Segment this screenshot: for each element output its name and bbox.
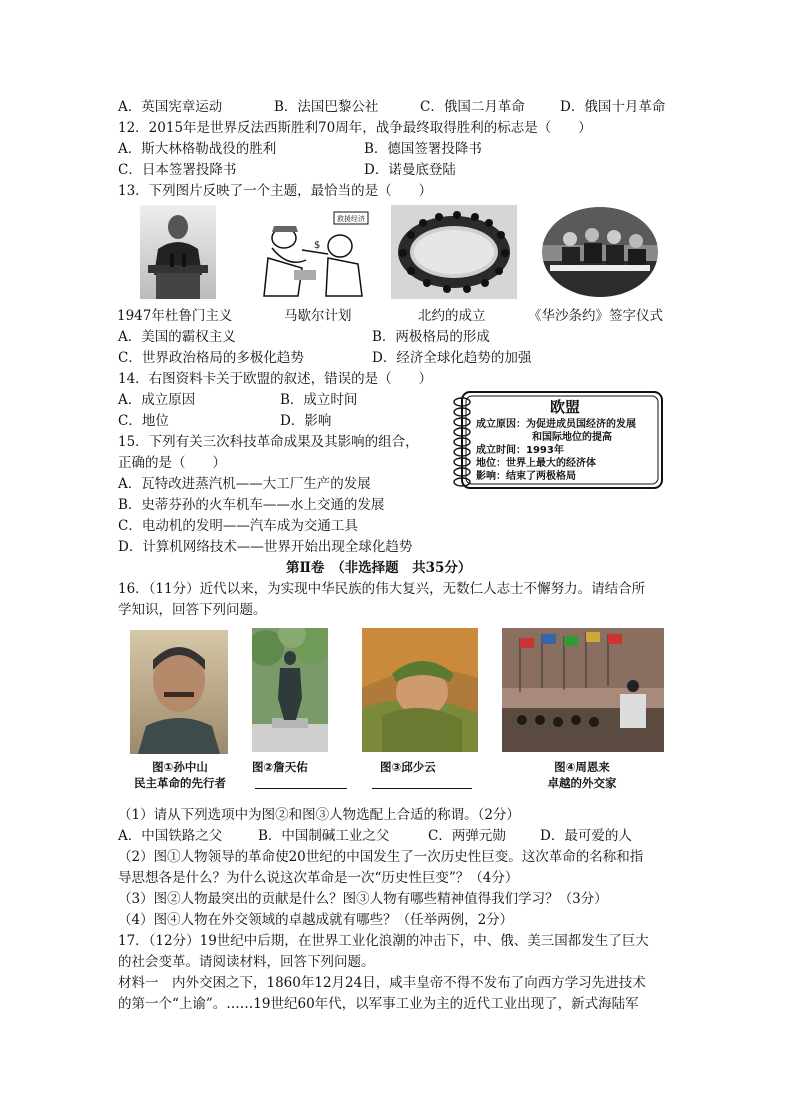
q17-stem-line2: 的社会变革。请阅读材料，回答下列问题。 — [118, 954, 375, 970]
fig4-caption-line1: 图④周恩来 — [554, 760, 610, 774]
q16-sub1: （1）请从下列选项中为图②和图③人物选配上合适的称谓。（2分） — [118, 807, 520, 823]
q14-option-b: B．成立时间 — [280, 392, 358, 408]
qiu-shaoyun-painting — [362, 628, 478, 752]
eu-card-line2: 和国际地位的提高 — [532, 432, 612, 443]
q16-sub1-option-c: C．两弹元勋 — [428, 828, 506, 844]
q16-stem-line1: 16．（11分）近代以来，为实现中华民族的伟大复兴，无数仁人志士不懈努力。请结合所 — [118, 581, 646, 597]
truman-doctrine-photo — [140, 205, 216, 299]
q17-material1-line2: 的第一个“上谕”。……19世纪60年代，以军事工业为主的近代工业出现了，新式海陆军 — [118, 996, 639, 1012]
svg-text:$: $ — [314, 240, 321, 251]
q16-sub3: （3）图②人物最突出的贡献是什么？图③人物有哪些精神值得我们学习？（3分） — [118, 891, 608, 907]
marshall-plan-cartoon — [258, 208, 372, 298]
q16-sub1-option-b: B．中国制碱工业之父 — [258, 828, 390, 844]
q13-caption-3: 北约的成立 — [418, 308, 486, 324]
fig3-caption — [380, 758, 480, 776]
q14-option-c: C．地位 — [118, 413, 169, 429]
sun-yatsen-portrait — [130, 630, 228, 754]
q13-caption-4: 《华沙条约》签字仪式 — [528, 308, 663, 324]
q13-option-c: C．世界政治格局的多极化趋势 — [118, 350, 304, 366]
q16-sub1-option-a: A．中国铁路之父 — [118, 828, 223, 844]
q13-option-d: D．经济全球化趋势的加强 — [372, 350, 532, 366]
q11-option-b: B．法国巴黎公社 — [274, 99, 379, 115]
q13-option-b: B．两极格局的形成 — [372, 329, 490, 345]
zhan-tianyou-statue — [252, 628, 328, 752]
fig2-answer-blank[interactable] — [255, 788, 347, 789]
q13-caption-1: 1947年杜鲁门主义 — [117, 308, 233, 324]
q12-option-c: C．日本签署投降书 — [118, 162, 237, 178]
fig3-answer-blank[interactable] — [372, 788, 472, 789]
fig2-caption — [252, 758, 352, 776]
q16-sub1-option-d: D．最可爱的人 — [540, 828, 632, 844]
q16-sub2-line1: （2）图①人物领导的革命使20世纪的中国发生了一次历史性巨变。这次革命的名称和指 — [118, 849, 644, 865]
zhou-enlai-conference — [502, 628, 664, 752]
q17-stem-line1: 17．（12分）19世纪中后期，在世界工业化浪潮的冲击下，中、俄、美三国都发生了巨大 — [118, 933, 649, 949]
q11-option-c: C．俄国二月革命 — [420, 99, 525, 115]
q12-option-d: D．诺曼底登陆 — [364, 162, 456, 178]
q13-caption-2: 马歇尔计划 — [284, 308, 352, 324]
q15-option-b: B．史蒂芬孙的火车机车——水上交通的发展 — [118, 497, 385, 513]
part2-title: 第Ⅱ卷 （非选择题 共35分） — [286, 560, 472, 576]
q14-option-a: A．成立原因 — [118, 392, 196, 408]
warsaw-pact-photo — [540, 205, 660, 299]
q15-option-a: A．瓦特改进蒸汽机——大工厂生产的发展 — [118, 476, 371, 492]
eu-card-line4: 地位：世界上最大的经济体 — [476, 458, 596, 469]
q11-option-a: A．英国宪章运动 — [118, 99, 223, 115]
fig2-caption-text: 图②詹天佑 — [252, 760, 308, 774]
q17-material1-line1: 材料一 内外交困之下，1860年12月24日，咸丰皇帝不得不发布了向西方学习先进技术 — [118, 975, 646, 991]
q16-stem-line2: 学知识，回答下列问题。 — [118, 602, 267, 618]
fig3-caption-text: 图③邱少云 — [380, 760, 436, 774]
q12-stem: 12．2015年是世界反法西斯胜利70周年，战争最终取得胜利的标志是（ ） — [118, 120, 592, 136]
eu-card-line5: 影响：结束了两极格局 — [476, 471, 576, 482]
q16-sub4: （4）图④人物在外交领域的卓越成就有哪些？（任举两例，2分） — [118, 912, 514, 928]
q15-option-c: C．电动机的发明——汽车成为交通工具 — [118, 518, 358, 534]
q15-stem-line2: 正确的是（ ） — [118, 455, 226, 471]
fig1-caption-line1: 图①孙中山 — [152, 760, 208, 774]
eu-card-line1: 成立原因：为促进成员国经济的发展 — [476, 419, 636, 430]
eu-card-line3: 成立时间：1993年 — [476, 445, 564, 456]
fig1-caption-line2: 民主革命的先行者 — [134, 776, 226, 790]
q14-option-d: D．影响 — [280, 413, 332, 429]
fig4-caption-line2: 卓越的外交家 — [547, 776, 617, 790]
eu-card-title: 欧盟 — [549, 398, 580, 416]
q15-stem-line1: 15．下列有关三次科技革命成果及其影响的组合， — [118, 434, 419, 450]
nato-founding-photo — [391, 205, 517, 299]
q12-option-b: B．德国签署投降书 — [364, 141, 482, 157]
eu-data-card — [448, 388, 666, 492]
q13-option-a: A．美国的霸权主义 — [118, 329, 236, 345]
q15-option-d: D．计算机网络技术——世界开始出现全球化趋势 — [118, 539, 413, 555]
q11-option-d: D．俄国十月革命 — [560, 99, 666, 115]
q16-sub2-line2: 导思想各是什么？为什么说这次革命是一次“历史性巨变”？（4分） — [118, 870, 519, 886]
q12-option-a: A．斯大林格勒战役的胜利 — [118, 141, 277, 157]
q14-stem: 14．右图资料卡关于欧盟的叙述，错误的是（ ） — [118, 371, 433, 387]
cartoon-label: 救援经济 — [337, 215, 365, 223]
q13-stem: 13．下列图片反映了一个主题，最恰当的是（ ） — [118, 183, 433, 199]
